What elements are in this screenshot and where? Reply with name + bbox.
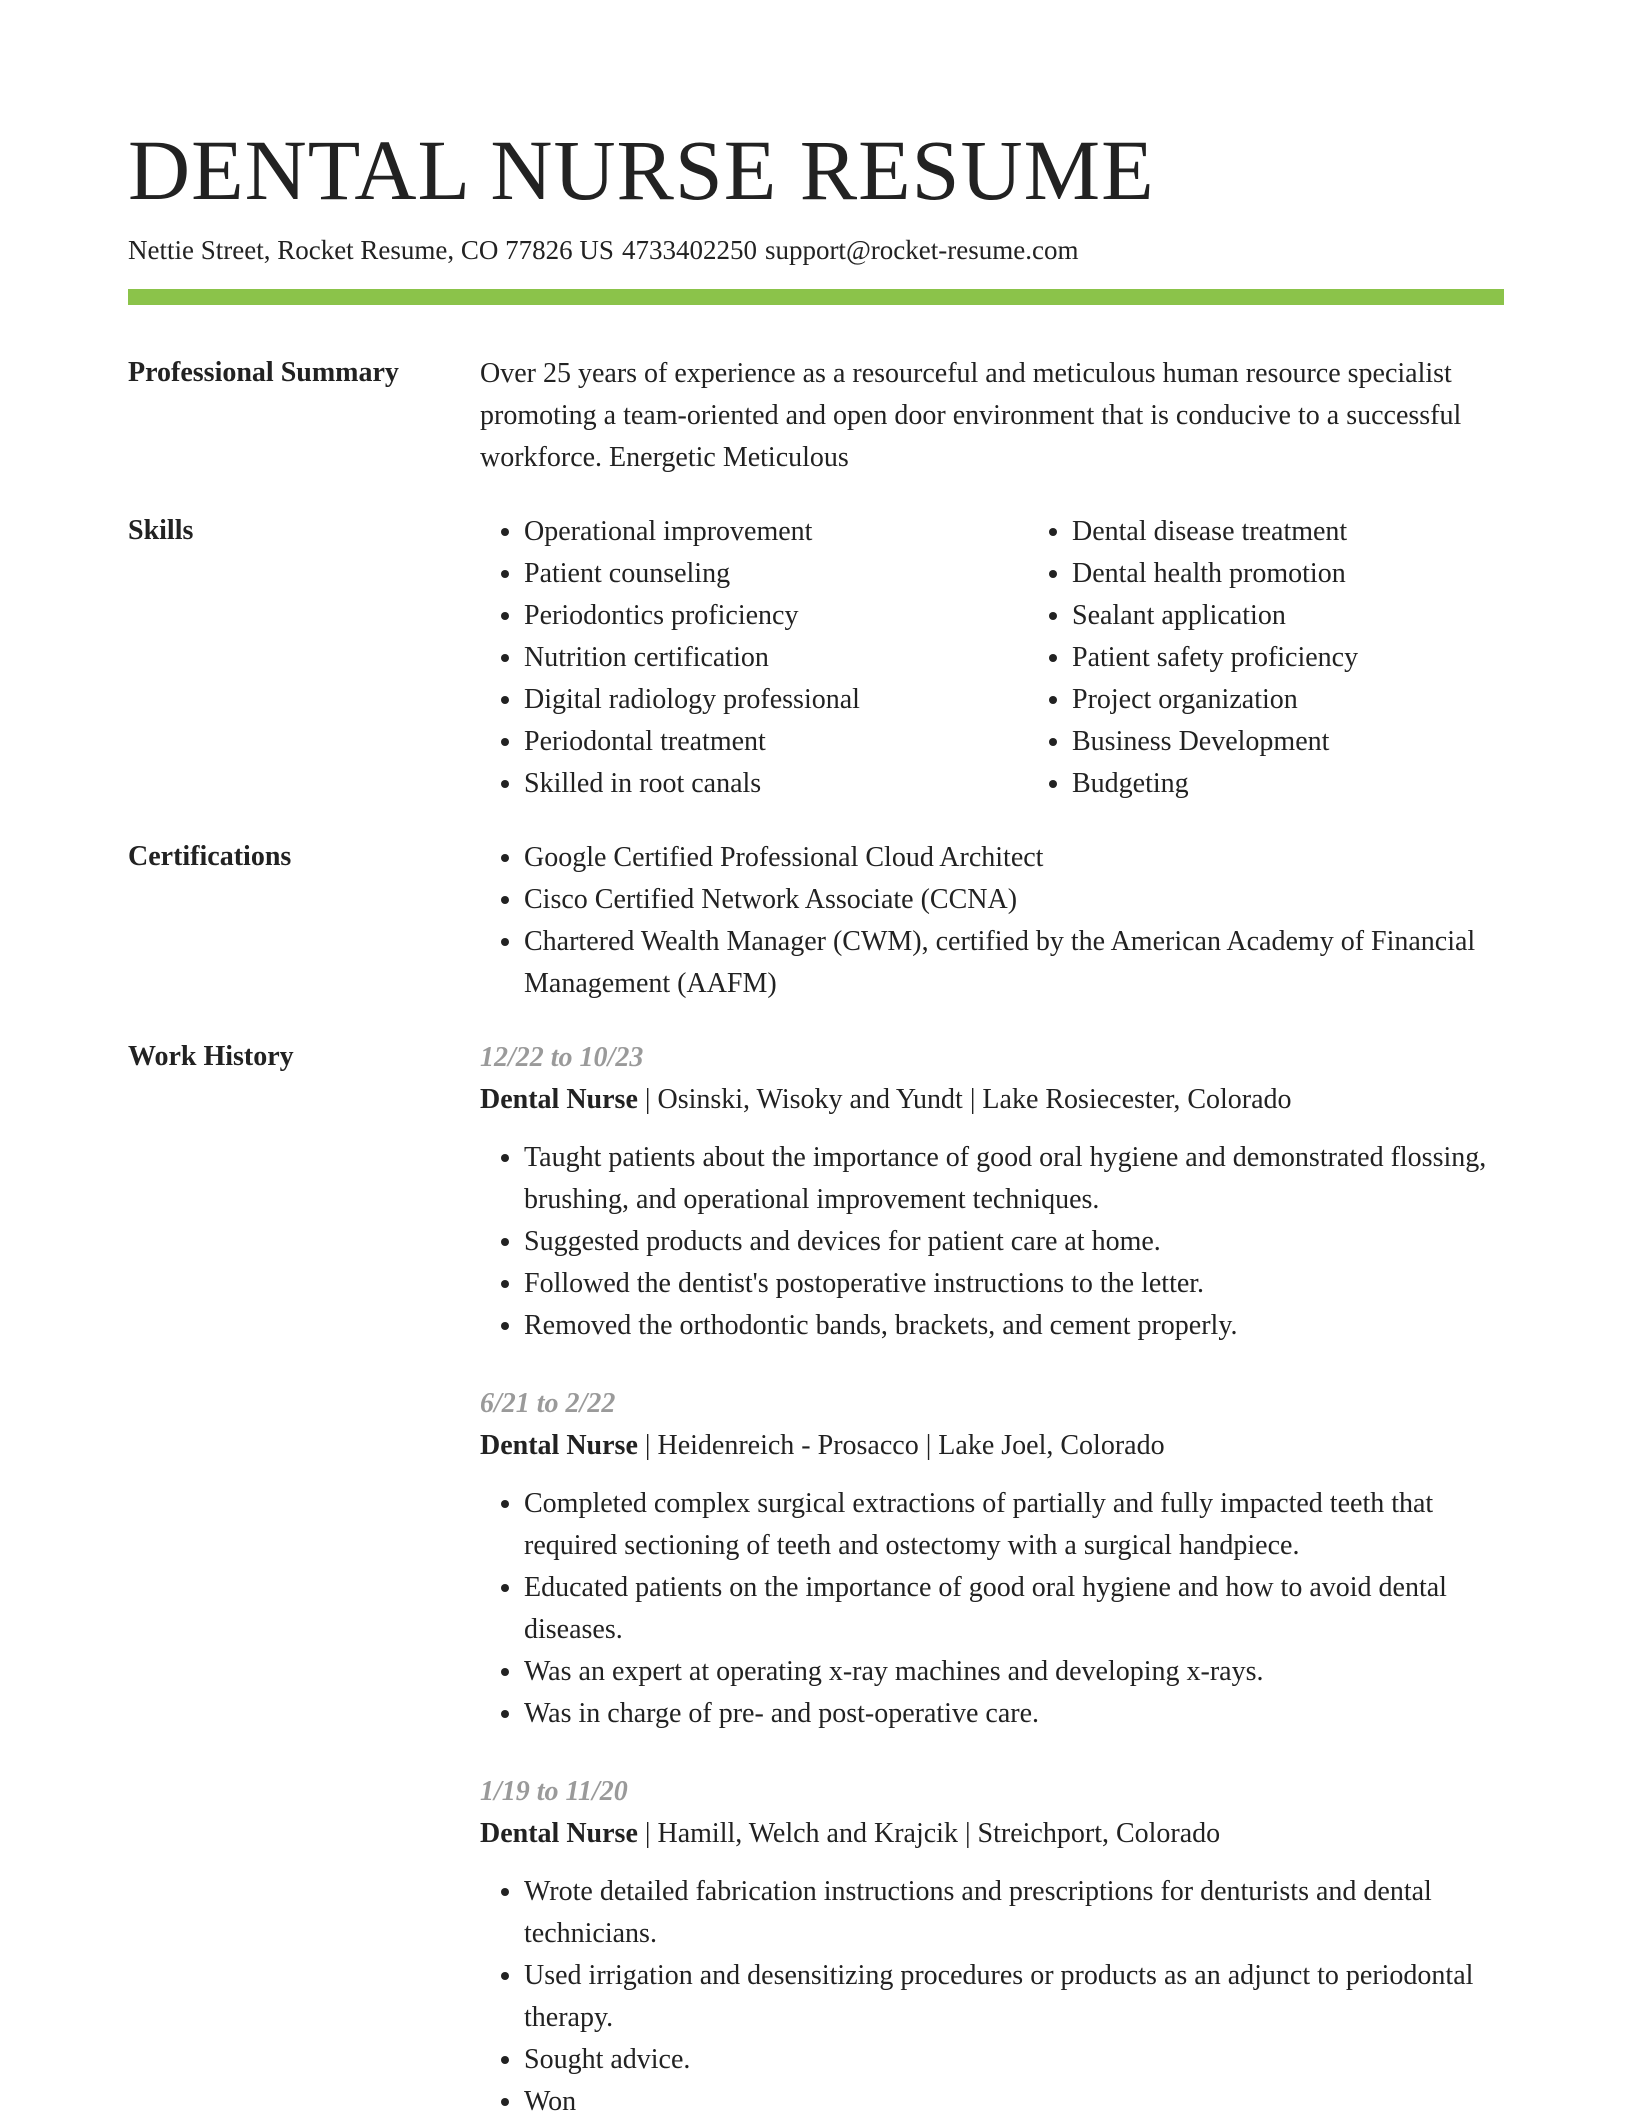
job-details: | Heidenreich - Prosacco | Lake Joel, Colorado xyxy=(637,1430,1165,1461)
skill-item: • Budgeting xyxy=(1072,763,1576,805)
job-title: Dental Nurse xyxy=(480,1430,638,1461)
certifications-section xyxy=(128,837,1504,1005)
job-bullet: • Completed complex surgical extractions of partially and fully impacted teeth that required sectioning of teeth and ostectomy with a surgical handpiece. xyxy=(524,1483,1504,1567)
work-history-label: Work History xyxy=(128,1041,294,1072)
skill-item: • Periodontics proficiency xyxy=(524,595,1028,637)
skills-grid xyxy=(480,511,1576,805)
job-title-line xyxy=(480,1813,1504,1855)
job-title-line xyxy=(480,1079,1504,1121)
certification-item: • Cisco Certified Network Associate (CCNA) xyxy=(524,879,1504,921)
job-title-line xyxy=(480,1425,1504,1467)
job-entry xyxy=(480,1771,1504,2123)
skill-item: • Patient safety proficiency xyxy=(1072,637,1576,679)
job-bullet: • Was in charge of pre- and post-operative care. xyxy=(524,1693,1504,1735)
contact-line xyxy=(128,232,1504,268)
job-title: Dental Nurse xyxy=(480,1084,638,1115)
job-bullets xyxy=(480,1871,1504,2123)
skill-item: • Sealant application xyxy=(1072,595,1576,637)
job-bullet: • Removed the orthodontic bands, brackets, and cement properly. xyxy=(524,1305,1504,1347)
accent-divider xyxy=(128,289,1504,305)
skill-item: • Operational improvement xyxy=(524,511,1028,553)
resume-page xyxy=(128,0,1504,2123)
skills-section xyxy=(128,511,1504,805)
job-entry xyxy=(480,1037,1504,1347)
certifications-label: Certifications xyxy=(128,841,292,872)
job-dates: 1/19 to 11/20 xyxy=(480,1776,628,1807)
certification-item: • Google Certified Professional Cloud Architect xyxy=(524,837,1504,879)
summary-text: Over 25 years of experience as a resourceful and meticulous human resource specialist promoting a team-oriented and open door environment that is conducive to a successful workforce. Energetic Meticulous xyxy=(480,358,1462,473)
job-bullets xyxy=(480,1483,1504,1735)
contact-phone: 4733402250 xyxy=(621,235,757,265)
job-entry xyxy=(480,1383,1504,1735)
skill-item: • Project organization xyxy=(1072,679,1576,721)
job-dates: 12/22 to 10/23 xyxy=(480,1042,644,1073)
certifications-content xyxy=(480,837,1504,1005)
job-bullet: • Was an expert at operating x-ray machines and developing x-rays. xyxy=(524,1651,1504,1693)
skills-column-2 xyxy=(1028,511,1576,805)
skill-item: • Digital radiology professional xyxy=(524,679,1028,721)
skill-item: • Patient counseling xyxy=(524,553,1028,595)
certifications-list xyxy=(480,837,1504,1005)
resume-title: DENTAL NURSE RESUME xyxy=(128,122,1155,218)
job-dates: 6/21 to 2/22 xyxy=(480,1388,616,1419)
skill-item: • Dental disease treatment xyxy=(1072,511,1576,553)
job-bullet: • Suggested products and devices for patient care at home. xyxy=(524,1221,1504,1263)
skill-item: • Skilled in root canals xyxy=(524,763,1028,805)
skill-item: • Nutrition certification xyxy=(524,637,1028,679)
skill-item: • Dental health promotion xyxy=(1072,553,1576,595)
work-history-section xyxy=(128,1037,1504,2123)
job-bullet: • Educated patients on the importance of good oral hygiene and how to avoid dental diseases. xyxy=(524,1567,1504,1651)
work-history-content xyxy=(480,1037,1504,2123)
job-bullet: • Followed the dentist's postoperative instructions to the letter. xyxy=(524,1263,1504,1305)
job-bullet: • Used irrigation and desensitizing procedures or products as an adjunct to periodontal therapy. xyxy=(524,1955,1504,2039)
job-details: | Osinski, Wisoky and Yundt | Lake Rosiecester, Colorado xyxy=(637,1084,1292,1115)
job-bullet: • Taught patients about the importance of good oral hygiene and demonstrated flossing, brushing, and operational improvement techniques. xyxy=(524,1137,1504,1221)
summary-label: Professional Summary xyxy=(128,357,399,388)
job-bullets xyxy=(480,1137,1504,1347)
skill-item: • Periodontal treatment xyxy=(524,721,1028,763)
skill-item: • Business Development xyxy=(1072,721,1576,763)
job-details: | Hamill, Welch and Krajcik | Streichport, Colorado xyxy=(637,1818,1221,1849)
job-title: Dental Nurse xyxy=(480,1818,638,1849)
summary-section xyxy=(128,353,1504,479)
skills-column-1 xyxy=(480,511,1028,805)
certification-item: • Chartered Wealth Manager (CWM), certified by the American Academy of Financial Management (AAFM) xyxy=(524,921,1504,1005)
skills-label: Skills xyxy=(128,515,194,546)
job-bullet: • Wrote detailed fabrication instructions and prescriptions for denturists and dental technicians. xyxy=(524,1871,1504,1955)
job-bullet: • Sought advice. xyxy=(524,2039,1504,2081)
contact-address: Nettie Street, Rocket Resume, CO 77826 US xyxy=(128,235,614,265)
contact-email: support@rocket-resume.com xyxy=(764,235,1079,265)
job-bullet: • Won xyxy=(524,2081,1504,2123)
